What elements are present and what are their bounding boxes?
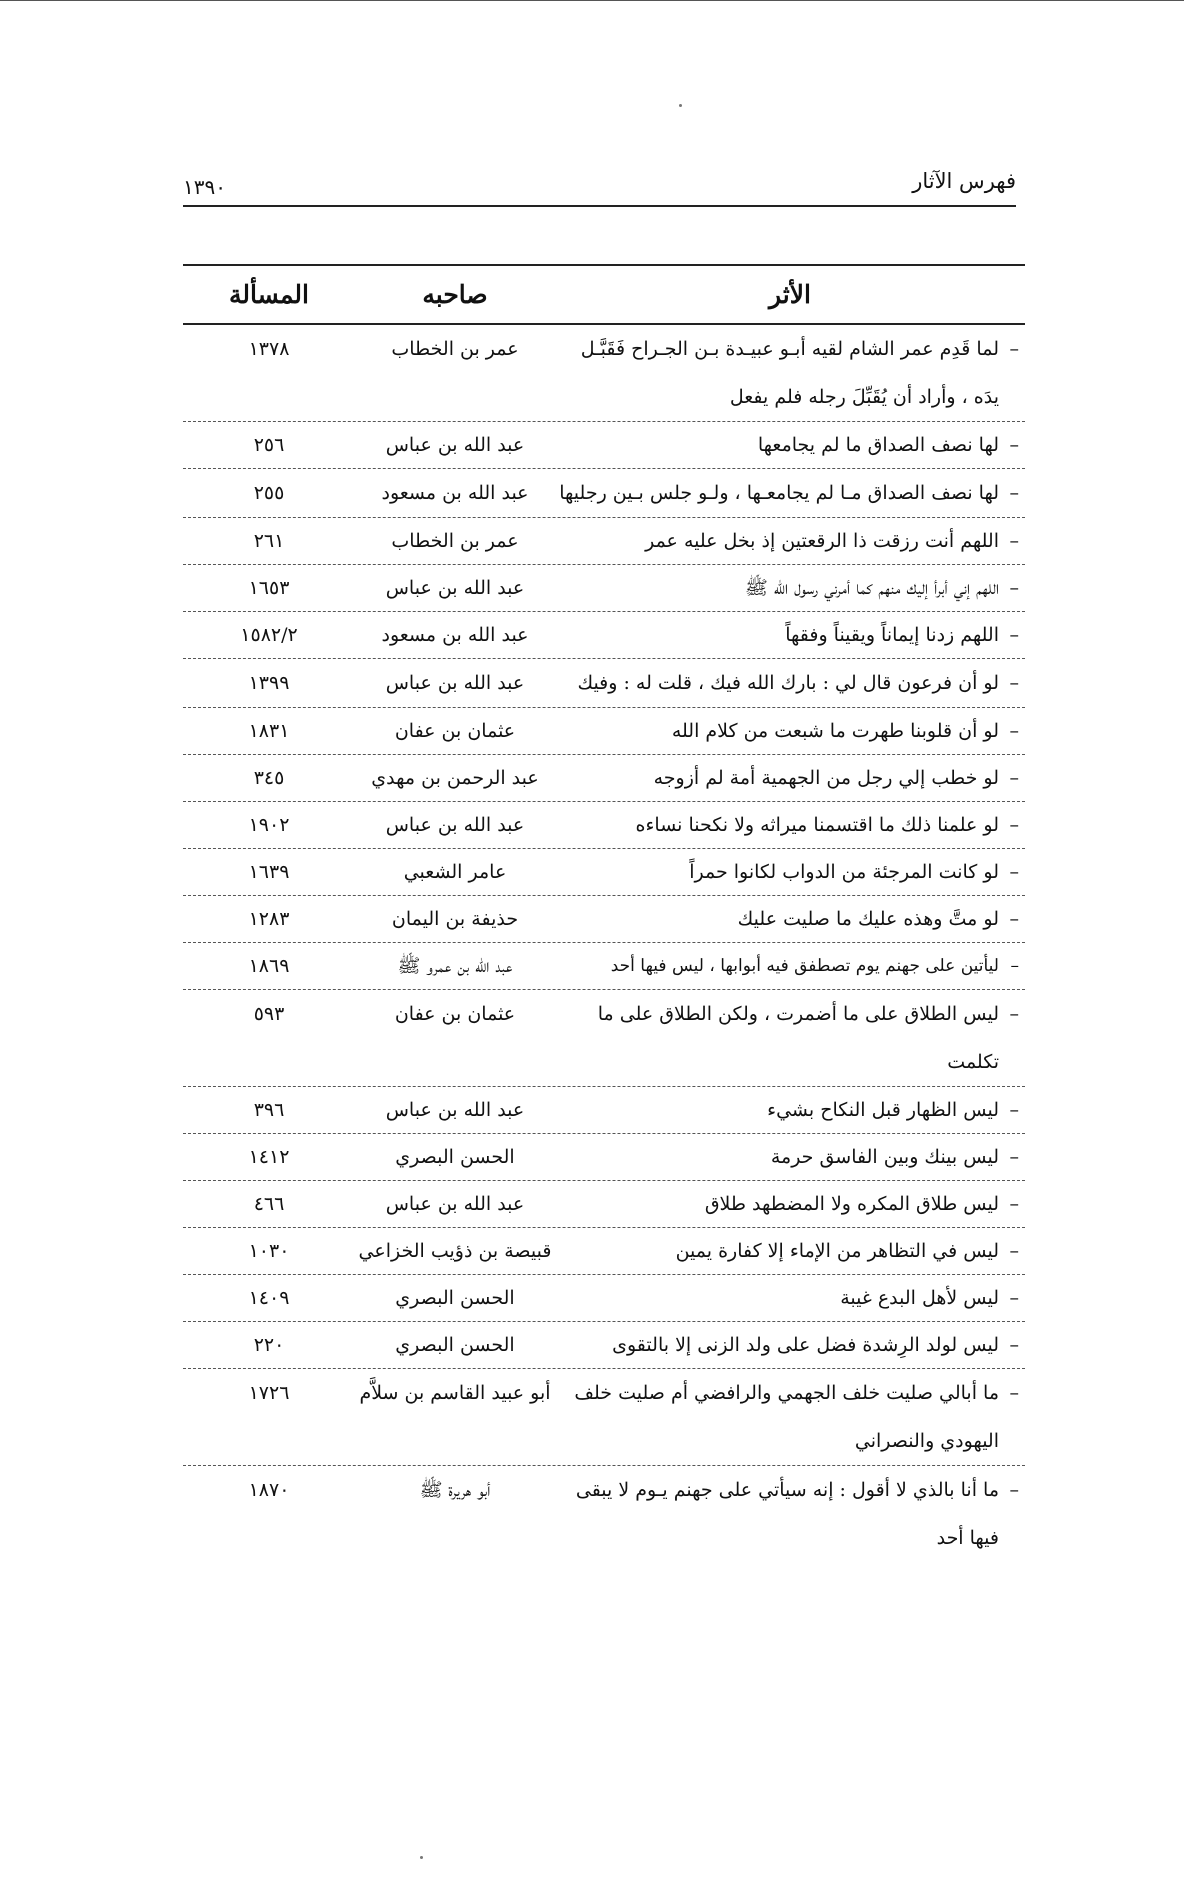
table-row — [183, 1466, 1025, 1562]
sahib-text: عبد الله بن عباس — [385, 672, 525, 694]
sahib-text: الحسن البصري — [395, 1287, 515, 1309]
masala-number: ١٩٠٢ — [248, 814, 290, 836]
sahib-text: عمر بن الخطاب — [391, 338, 519, 360]
sahib-text: عبد الله بن عمرو ﷺ — [397, 955, 513, 977]
sahib-text: عامر الشعبي — [403, 861, 507, 883]
athar-text: – ليس الطلاق على ما أضمرت ، ولكن الطلاق على ما تكلمت — [555, 990, 1025, 1086]
masala-number: ٣٩٦ — [253, 1099, 285, 1121]
running-head — [183, 165, 1016, 207]
table-row — [183, 1134, 1025, 1181]
table-row — [183, 1181, 1025, 1228]
masala-number: ١٣٧٨ — [248, 338, 290, 360]
sahib-text: الحسن البصري — [395, 1146, 515, 1168]
athar-text: – اللهم أنت رزقت ذا الرقعتين إذ بخل عليه عمر — [555, 518, 1025, 564]
masala-number: ٣٤٥ — [253, 767, 285, 789]
sahib-text: عبد الله بن عباس — [385, 814, 525, 836]
sahib-text: عمر بن الخطاب — [391, 530, 519, 552]
athar-text: – لها نصف الصداق ما لم يجامعها — [555, 422, 1025, 468]
page-number: ١٣٩٠ — [183, 175, 226, 199]
athar-text: – لو أن قلوبنا طهرت ما شبعت من كلام الله — [555, 708, 1025, 754]
masala-number: ٢٢٠ — [253, 1334, 285, 1356]
athar-text: – لو خطب إلي رجل من الجهمية أمة لم أزوجه — [555, 755, 1025, 801]
masala-number: ١٤١٢ — [248, 1146, 290, 1168]
table-row — [183, 469, 1025, 518]
masala-number: ١٧٢٦ — [248, 1382, 290, 1404]
masala-number: ٢٥٥ — [253, 482, 285, 504]
top-border-line — [0, 0, 1184, 1]
sahib-text: قبيصة بن ذؤيب الخزاعي — [358, 1240, 552, 1262]
athar-text: – اللهم زدنا إيماناً ويقيناً وفقهاً — [555, 612, 1025, 658]
masala-number: ١٨٧٠ — [248, 1479, 290, 1501]
athar-text: – لما قَدِم عمر الشام لقيه أبـو عبيـدة بـن الجـراح فَقَبَّـل يدَه ، وأراد أن يُقَبِّلَ رجله فلم يفعل — [555, 325, 1025, 421]
table-row — [183, 802, 1025, 849]
sahib-text: حذيفة بن اليمان — [391, 908, 519, 930]
athar-text: – اللهم إني أبرأ إليك منهم كما أمرني رسول الله ﷺ — [555, 565, 1025, 611]
masala-number: ١٤٠٩ — [248, 1287, 290, 1309]
masala-number: ٢٥٦ — [253, 434, 285, 456]
table-row — [183, 1322, 1025, 1369]
athar-text: – ليس لولد الرِشدة فضل على ولد الزنى إلا بالتقوى — [555, 1322, 1025, 1368]
athar-text: – لها نصف الصداق مـا لم يجامعـها ، ولـو جلس بـين رجليها — [555, 469, 1025, 517]
masala-number: ١٣٩٩ — [248, 672, 290, 694]
table-row — [183, 1369, 1025, 1466]
sahib-text: أبو هريرة ﷺ — [419, 1479, 491, 1501]
table-row — [183, 943, 1025, 990]
sahib-text: عبد الله بن مسعود — [381, 624, 529, 646]
table-row — [183, 659, 1025, 708]
column-header-masala: المسألة — [229, 280, 309, 309]
athar-text: – ليس في التظاهر من الإماء إلا كفارة يمين — [555, 1228, 1025, 1274]
masala-number: ١٨٦٩ — [248, 955, 290, 977]
sahib-text: الحسن البصري — [395, 1334, 515, 1356]
sahib-text: أبو عبيد القاسم بن سلاَّم — [359, 1382, 551, 1404]
athar-text: – لو متَّ وهذه عليك ما صليت عليك — [555, 896, 1025, 942]
table-row — [183, 565, 1025, 612]
athar-text: – ليس لأهل البدع غيبة — [555, 1275, 1025, 1321]
athar-text: – ليأتين على جهنم يوم تصطفق فيه أبوابها ، ليس فيها أحد — [555, 943, 1025, 989]
athar-text: – ليس طلاق المكره ولا المضطهد طلاق — [555, 1181, 1025, 1227]
table-row — [183, 896, 1025, 943]
table-row — [183, 708, 1025, 755]
sahib-text: عثمان بن عفان — [394, 1003, 516, 1025]
table-row — [183, 422, 1025, 469]
table-row — [183, 849, 1025, 896]
column-header-athar: الأثر — [769, 280, 811, 309]
masala-number: ١٦٥٣ — [248, 577, 290, 599]
athar-text: – لو كانت المرجئة من الدواب لكانوا حمراً — [555, 849, 1025, 895]
scan-speck — [420, 1856, 423, 1859]
table-row — [183, 325, 1025, 422]
sahib-text: عبد الله بن عباس — [385, 434, 525, 456]
athar-text: – لو علمنا ذلك ما اقتسمنا ميراثه ولا نكحنا نساءه — [555, 802, 1025, 848]
table-row — [183, 518, 1025, 565]
table-row — [183, 1228, 1025, 1275]
scan-speck — [679, 104, 682, 107]
sahib-text: عثمان بن عفان — [394, 720, 516, 742]
table-row — [183, 1275, 1025, 1322]
athar-text: – ما أنا بالذي لا أقول : إنه سيأتي على جهنم يـوم لا يبقى فيها أحد — [555, 1466, 1025, 1562]
sahib-text: عبد الرحمن بن مهدي — [371, 767, 539, 789]
table-row — [183, 755, 1025, 802]
athar-text: – ليس الظهار قبل النكاح بشيء — [555, 1087, 1025, 1133]
athar-text: – ليس بينك وبين الفاسق حرمة — [555, 1134, 1025, 1180]
column-header-sahib: صاحبه — [422, 280, 488, 309]
sahib-text: عبد الله بن عباس — [385, 1099, 525, 1121]
table-header-row — [183, 266, 1025, 325]
sahib-text: عبد الله بن عباس — [385, 1193, 525, 1215]
sahib-text: عبد الله بن عباس — [385, 577, 525, 599]
masala-number: ٢٦١ — [253, 530, 285, 552]
masala-number: ٥٩٣ — [253, 1003, 285, 1025]
table-row — [183, 612, 1025, 659]
masala-number: ١٥٨٢/٢ — [240, 624, 298, 646]
athar-text: – ما أبالي صليت خلف الجهمي والرافضي أم صليت خلف اليهودي والنصراني — [555, 1369, 1025, 1465]
athar-index-table — [183, 264, 1025, 1562]
masala-number: ٤٦٦ — [253, 1193, 285, 1215]
table-row — [183, 990, 1025, 1087]
masala-number: ١٦٣٩ — [248, 861, 290, 883]
sahib-text: عبد الله بن مسعود — [381, 482, 529, 504]
running-head-title: فهرس الآثار — [912, 169, 1016, 193]
masala-number: ١٢٨٣ — [248, 908, 290, 930]
masala-number: ١٠٣٠ — [248, 1240, 290, 1262]
table-row — [183, 1087, 1025, 1134]
athar-text: – لو أن فرعون قال لي : بارك الله فيك ، قلت له : وفيك — [555, 659, 1025, 707]
masala-number: ١٨٣١ — [248, 720, 290, 742]
